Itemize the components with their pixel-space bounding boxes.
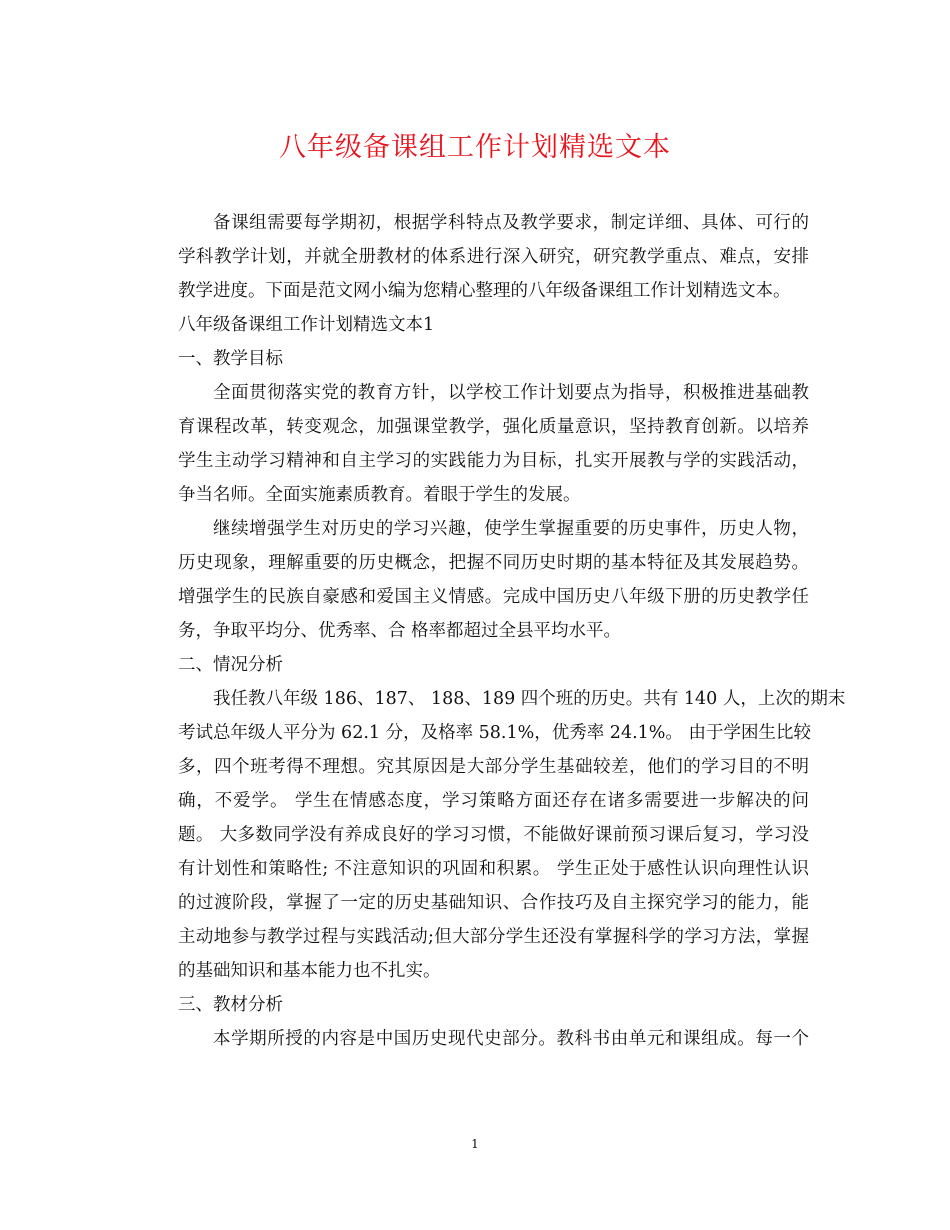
text-line: 主动地参与教学过程与实践活动;但大部分学生还没有掌握科学的学习方法，掌握 xyxy=(178,927,809,947)
text-line: 的基础知识和基本能力也不扎实。 xyxy=(178,961,441,981)
text-line: 本学期所授的内容是中国历史现代史部分。教科书由单元和课组成。每一个 xyxy=(213,1029,809,1049)
text-line: 考试总年级人平分为 62.1 分，及格率 58.1%，优秀率 24.1%。 由于学困生比较 xyxy=(178,723,811,743)
text-line: 增强学生的民族自豪感和爱国主义情感。完成中国历史八年级下册的历史教学任 xyxy=(178,587,809,607)
text-line: 历史现象，理解重要的历史概念，把握不同历史时期的基本特征及其发展趋势。 xyxy=(178,553,809,573)
text-line: 争当名师。全面实施素质教育。着眼于学生的发展。 xyxy=(178,485,581,505)
document-title: 八年级备课组工作计划精选文本 xyxy=(279,132,671,163)
text-line: 继续增强学生对历史的学习兴趣，使学生掌握重要的历史事件，历史人物， xyxy=(213,519,809,539)
analysis-paragraph xyxy=(143,682,846,988)
goals-paragraph-2 xyxy=(143,512,809,648)
text-line: 学生主动学习精神和自主学习的实践能力为目标，扎实开展教与学的实践活动， xyxy=(178,451,809,471)
text-line: 的过渡阶段，掌握了一定的历史基础知识、合作技巧及自主探究学习的能力，能 xyxy=(178,893,809,913)
document-body xyxy=(143,206,846,1056)
text-line: 确，不爱学。 学生在情感态度，学习策略方面还存在诸多需要进一步解决的问 xyxy=(178,791,809,811)
goals-paragraph-1 xyxy=(143,376,809,512)
text-line: 务，争取平均分、优秀率、合 格率都超过全县平均水平。 xyxy=(178,621,622,641)
document-subtitle: 八年级备课组工作计划精选文本1 xyxy=(178,315,435,335)
textbook-paragraph xyxy=(143,1022,809,1056)
text-line: 学科教学计划，并就全册教材的体系进行深入研究，研究教学重点、难点，安排 xyxy=(178,247,809,267)
text-line: 教学进度。下面是范文网小编为您精心整理的八年级备课组工作计划精选文本。 xyxy=(178,281,791,301)
text-line: 我任教八年级 186、187、 188、189 四个班的历史。共有 140 人，上次的期末 xyxy=(213,689,846,709)
page-number: 1 xyxy=(471,1137,479,1151)
section-heading-analysis: 二、情况分析 xyxy=(178,655,283,675)
text-line: 有计划性和策略性; 不注意知识的巩固和积累。 学生正处于感性认识向理性认识 xyxy=(178,859,809,879)
text-line: 备课组需要每学期初，根据学科特点及教学要求，制定详细、具体、可行的 xyxy=(213,213,809,233)
text-line: 全面贯彻落实党的教育方针，以学校工作计划要点为指导，积极推进基础教 xyxy=(213,383,809,403)
section-heading-goals: 一、教学目标 xyxy=(178,349,283,369)
text-line: 多，四个班考得不理想。究其原因是大部分学生基础较差，他们的学习目的不明 xyxy=(178,757,809,777)
text-line: 题。 大多数同学没有养成良好的学习习惯，不能做好课前预习课后复习，学习没 xyxy=(178,825,809,845)
intro-paragraph xyxy=(143,206,809,308)
text-line: 育课程改革，转变观念，加强课堂教学，强化质量意识，坚持教育创新。以培养 xyxy=(178,417,809,437)
section-heading-textbook: 三、教材分析 xyxy=(178,995,283,1015)
